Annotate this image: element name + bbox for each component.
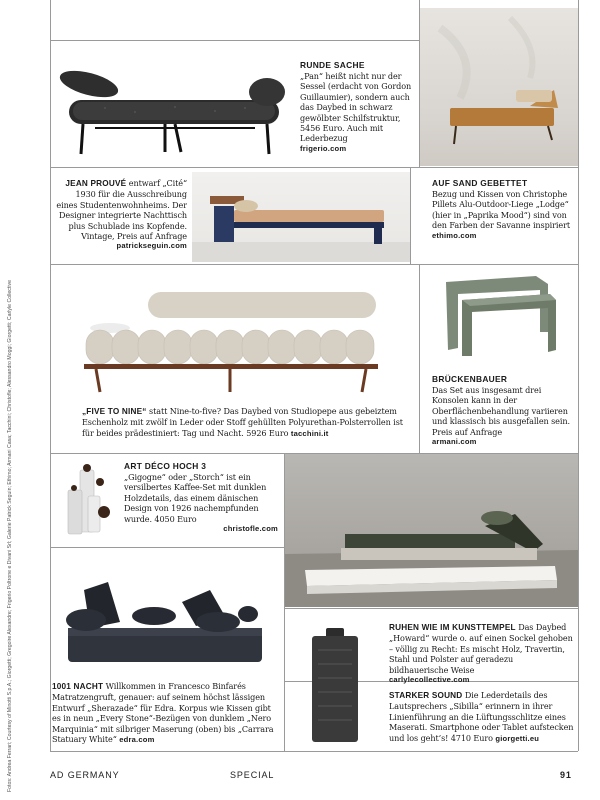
grid-line: [50, 40, 419, 41]
ruhen-web: carlylecollective.com: [389, 675, 470, 685]
bruecken-text: [432, 374, 572, 446]
five-heading: „FIVE TO NINE“: [82, 407, 147, 416]
runde-heading: RUNDE SACHE: [300, 60, 365, 70]
nacht-text: [52, 681, 280, 745]
artdeco-web: christofle.com: [223, 524, 278, 534]
runde-text: [300, 60, 415, 153]
nacht-heading: 1001 NACHT: [52, 682, 104, 691]
howard-daybed-photo: [285, 454, 578, 607]
five-web: tacchini.it: [290, 428, 329, 438]
sibilla-speaker-image: [306, 624, 364, 746]
footer-magazine: AD GERMANY: [50, 770, 120, 780]
lounger-photo: [420, 8, 578, 166]
page-number: 91: [560, 770, 572, 780]
bruecken-web: armani.com: [432, 437, 477, 447]
console-set-image: [440, 272, 560, 358]
prouve-body: entwarf „Cité“ 1930 für die Ausschreibung eines Studentenwohnheims. Der Designer integrierte Nachttisch plus Schublade ins Kopfende. Vintage, Preis auf Anfrage: [56, 178, 187, 242]
nacht-web: edra.com: [119, 735, 155, 745]
coffee-set-image: [62, 460, 118, 542]
grid-line: [284, 608, 578, 609]
prouve-text: [55, 178, 187, 252]
artdeco-text: [124, 461, 278, 533]
grid-line: [578, 0, 579, 751]
grid-line: [50, 751, 578, 752]
sound-web: giorgetti.eu: [495, 733, 540, 743]
sound-text: [389, 690, 575, 744]
sherazade-sofa-image: [62, 568, 266, 668]
ruhen-heading: RUHEN WIE IM KUNSTTEMPEL: [389, 623, 516, 632]
grid-line: [50, 547, 284, 548]
grid-line: [410, 167, 411, 264]
sound-heading: STARKER SOUND: [389, 691, 463, 700]
five-to-nine-image: [80, 286, 386, 396]
grid-line: [50, 0, 51, 751]
artdeco-body: „Gigogne“ oder „Storch“ ist ein versilbertes Kaffee-Set mit dunklen Holzdetails, das einem dänischen Design von 1926 nachempfunden wurde. 4050 Euro: [124, 472, 267, 524]
five-text: [82, 406, 412, 439]
prouve-heading: JEAN PROUVÉ: [65, 179, 127, 188]
five-body: statt Nine-to-five? Das Daybed von Studiopepe aus gebeiztem Eschenholz mit zwölf in Leder oder Stoff gehüllten Polyurethan-Polsterrollen ist für beides prädestiniert: Tag und Nacht. 5926 Euro: [82, 406, 403, 438]
grid-line: [50, 264, 578, 265]
runde-body: „Pan“ heißt nicht nur der Sessel (erdacht von Gordon Guillaumier), sondern auch das Daybed in schwarz gewölbter Schilfstruktur, 5456 Euro. Auch mit Lederbezug: [300, 71, 412, 144]
ruhen-body: Das Daybed „Howard“ wurde o. auf einen Sockel gehoben – völlig zu Recht: Es mischt Holz, Travertin, Stahl und Polster auf geradezu bildhauerische Weise: [389, 622, 573, 675]
grid-line: [419, 264, 420, 453]
bruecken-heading: BRÜCKENBAUER: [432, 374, 508, 384]
ruhen-text: [389, 622, 573, 685]
photo-credit: Fotos: Andrea Ferrari; Courtesy of Minotti S.p.A.; Giorgetti; Gregoire Alexandre; Frigerio Poltrone e Divani Srl; Galerie Patrick Seguin; Ethimo; Armani Casa; Tacchini; Christofle; Alessandro Moggi; Giorgetti; Carlyle Collective: [7, 280, 13, 792]
nacht-body: Willkommen in Francesco Binfarés Matratzengruft, genauer: auf seinem höchst lässigen Entwurf „Sherazade“ für Edra. Korpus wie Kissen gibt es in neun „Every Stone“-Bezügen von dunklem „Nero Marquinia“ mit silbriger Maserung (oben) bis „Carrara Statuary White“: [52, 681, 274, 745]
artdeco-heading: ART DÉCO HOCH 3: [124, 461, 207, 471]
sand-heading: AUF SAND GEBETTET: [432, 178, 528, 188]
grid-line: [50, 167, 578, 168]
runde-web: frigerio.com: [300, 143, 347, 153]
cite-daybed-image: [192, 172, 410, 262]
prouve-web: patrickseguin.com: [116, 241, 187, 251]
footer-section: SPECIAL: [230, 770, 275, 780]
sand-body: Bezug und Kissen von Christophe Pillets Alu-Outdoor-Liege „Lodge“ (hier in „Paprika Mood“) sind von den Farben der Savanne inspiriert: [432, 189, 571, 231]
bruecken-body: Das Set aus insgesamt drei Konsolen kann in der Oberflächenbehandlung variieren und klassisch bis ausgefallen sein. Preis auf Anfrage: [432, 385, 570, 437]
sand-text: [432, 178, 574, 240]
pan-daybed-image: [55, 62, 295, 158]
sand-web: ethimo.com: [432, 230, 477, 240]
sound-body: Die Lederdetails des Lautsprechers „Sibilla“ erinnern in ihrer Linienführung an die Lüftungsschlitze eines Maserati. Smartphone oder Tablet aufstecken und los geht’s! 4710 Euro: [389, 690, 574, 743]
